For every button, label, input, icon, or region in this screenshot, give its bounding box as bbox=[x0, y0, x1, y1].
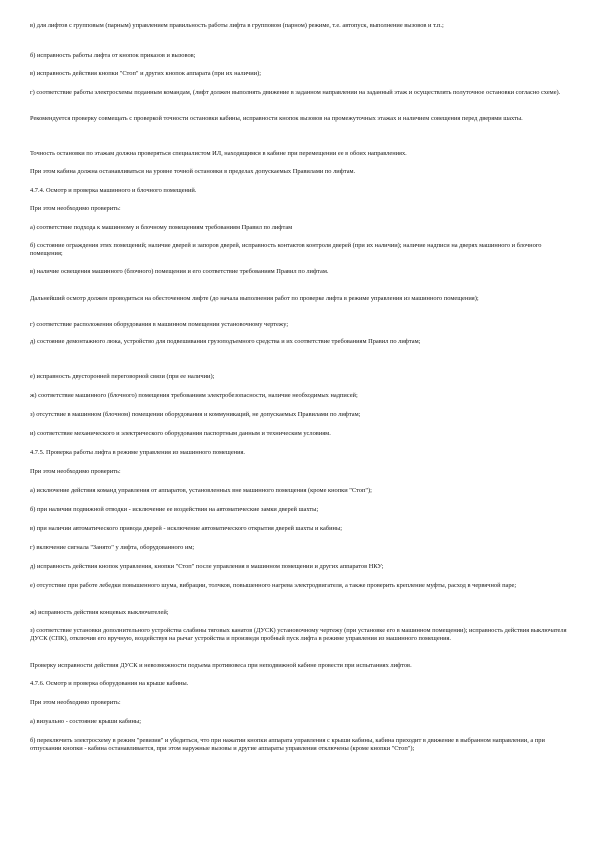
paragraph: Дальнейший осмотр должен проводиться на обесточенном лифте (до начала выполнения работ по проверке лифта в режиме управления из машинного помещения); bbox=[30, 295, 479, 302]
section-heading: 4.7.4. Осмотр и проверка машинного и блочного помещений. bbox=[30, 187, 197, 194]
paragraph: а) соответствие подхода к машинному и блочному помещениям требованиям Правил по лифтам bbox=[30, 224, 293, 231]
section-heading: 4.7.5. Проверка работы лифта в режиме управления из машинного помещения. bbox=[30, 449, 246, 456]
paragraph: Точность остановки по этажам должна проверяться специалистом ИЛ, находящимся в кабине при перемещении ее в обоих направлениях. bbox=[30, 150, 407, 157]
paragraph: з) соответствие установки дополнительного устройства слабины тяговых канатов (ДУСК) установочному чертежу (при установке его в машинном помещении); исправность действия выключателя ДУСК (СПК), отключив его вручную, воздействуя на рычаг устройства и произведя пробный пуск лифта в режиме управления из машинного помещения. bbox=[30, 627, 567, 643]
paragraph: ж) соответствие машинного (блочного) помещения требованиям электробезопасности, наличие необходимых надписей; bbox=[30, 392, 358, 399]
paragraph: б) при наличии подвижной отводки - исключение ее воздействия на автоматические замки дверей шахты; bbox=[30, 506, 319, 513]
paragraph: б) переключить электросхему в режим "ревизия" и убедиться, что при нажатии кнопки аппарата управления с крыши кабины, кабина приходит в движение в выбранном направлении, а при отпускании кнопки - кабина останавливается, при этом наружные вызовы и другие аппараты управления отключены (кроме кнопки "Стоп"); bbox=[30, 737, 545, 753]
paragraph: г) включение сигнала "Занято" у лифта, оборудованного им; bbox=[30, 544, 195, 551]
paragraph: а) исключение действия команд управления от аппаратов, установленных вне машинного помещения (кроме кнопки "Стоп"); bbox=[30, 487, 372, 494]
paragraph: При этом кабина должна останавливаться на уровне точной остановки в пределах допускаемых Правилами по лифтам. bbox=[30, 168, 356, 175]
paragraph: е) отсутствие при работе лебедки повышенного шума, вибрации, толчков, повышенного нагрева электродвигателя, а также проверить крепление муфты, расход в червячной паре; bbox=[30, 582, 517, 589]
paragraph: е) исправность двусторонней переговорной связи (при ее наличии); bbox=[30, 373, 215, 380]
paragraph: При этом необходимо проверить: bbox=[30, 468, 121, 475]
paragraph: в) при наличии автоматического привода дверей - исключение автоматического открытия дверей шахты и кабины; bbox=[30, 525, 343, 532]
paragraph: б) исправность работы лифта от кнопок приказов и вызовов; bbox=[30, 52, 196, 59]
paragraph: б) состояние ограждения этих помещений; наличие дверей и запоров дверей, исправность контактов контроля дверей (при их наличии); наличие надписи на дверях машинного и блочного помещения; bbox=[30, 242, 542, 258]
paragraph: Проверку исправности действия ДУСК и невозможности подъема противовеса при неподвижной кабине провести при испытаниях лифтов. bbox=[30, 662, 412, 669]
section-heading: 4.7.6. Осмотр и проверка оборудования на крыше кабины. bbox=[30, 680, 189, 687]
paragraph: в) наличие освещения машинного (блочного) помещения и его соответствие требованиям Правил по лифтам. bbox=[30, 268, 329, 275]
paragraph: и) соответствие механического и электрического оборудования паспортным данным и техническим условиям. bbox=[30, 430, 331, 437]
paragraph: г) соответствие расположения оборудования в машинном помещении установочному чертежу; bbox=[30, 321, 289, 328]
paragraph: в) для лифтов с групповым (парным) управлением правильность работы лифта в групповом (парном) режиме, т.е. автопуск, выполнение вызовов и т.п.; bbox=[30, 22, 444, 29]
paragraph: При этом необходимо проверить: bbox=[30, 699, 121, 706]
paragraph: д) состояние демонтажного люка, устройство для подвешивания грузоподъемного средства и их соответствие требованиям Правил по лифтам; bbox=[30, 338, 421, 345]
paragraph: в) исправность действия кнопки "Стоп" и других кнопок аппарата (при их наличии); bbox=[30, 70, 261, 77]
paragraph: г) соответствие работы электросхемы поданным командам, (лифт должен выполнять движение в заданном направлении на заданный этаж и осуществлять полуточное остановки согласно схеме). bbox=[30, 89, 561, 96]
paragraph: з) отсутствие в машинном (блочном) помещении оборудования и коммуникаций, не допускаемых Правилами по лифтам; bbox=[30, 411, 361, 418]
paragraph: а) визуально - состояние крыши кабины; bbox=[30, 718, 141, 725]
paragraph: д) исправность действия кнопок управления, кнопки "Стоп" после управления в машинном помещении и других аппаратов НКУ; bbox=[30, 563, 384, 570]
paragraph: ж) исправность действия концевых выключателей; bbox=[30, 609, 169, 616]
paragraph: Рекомендуется проверку совмещать с проверкой точности остановки кабины, исправности кнопок вызовов на промежуточных этажах и наличием совещения перед дверями шахты. bbox=[30, 115, 523, 122]
paragraph: При этом необходимо проверить: bbox=[30, 205, 121, 212]
